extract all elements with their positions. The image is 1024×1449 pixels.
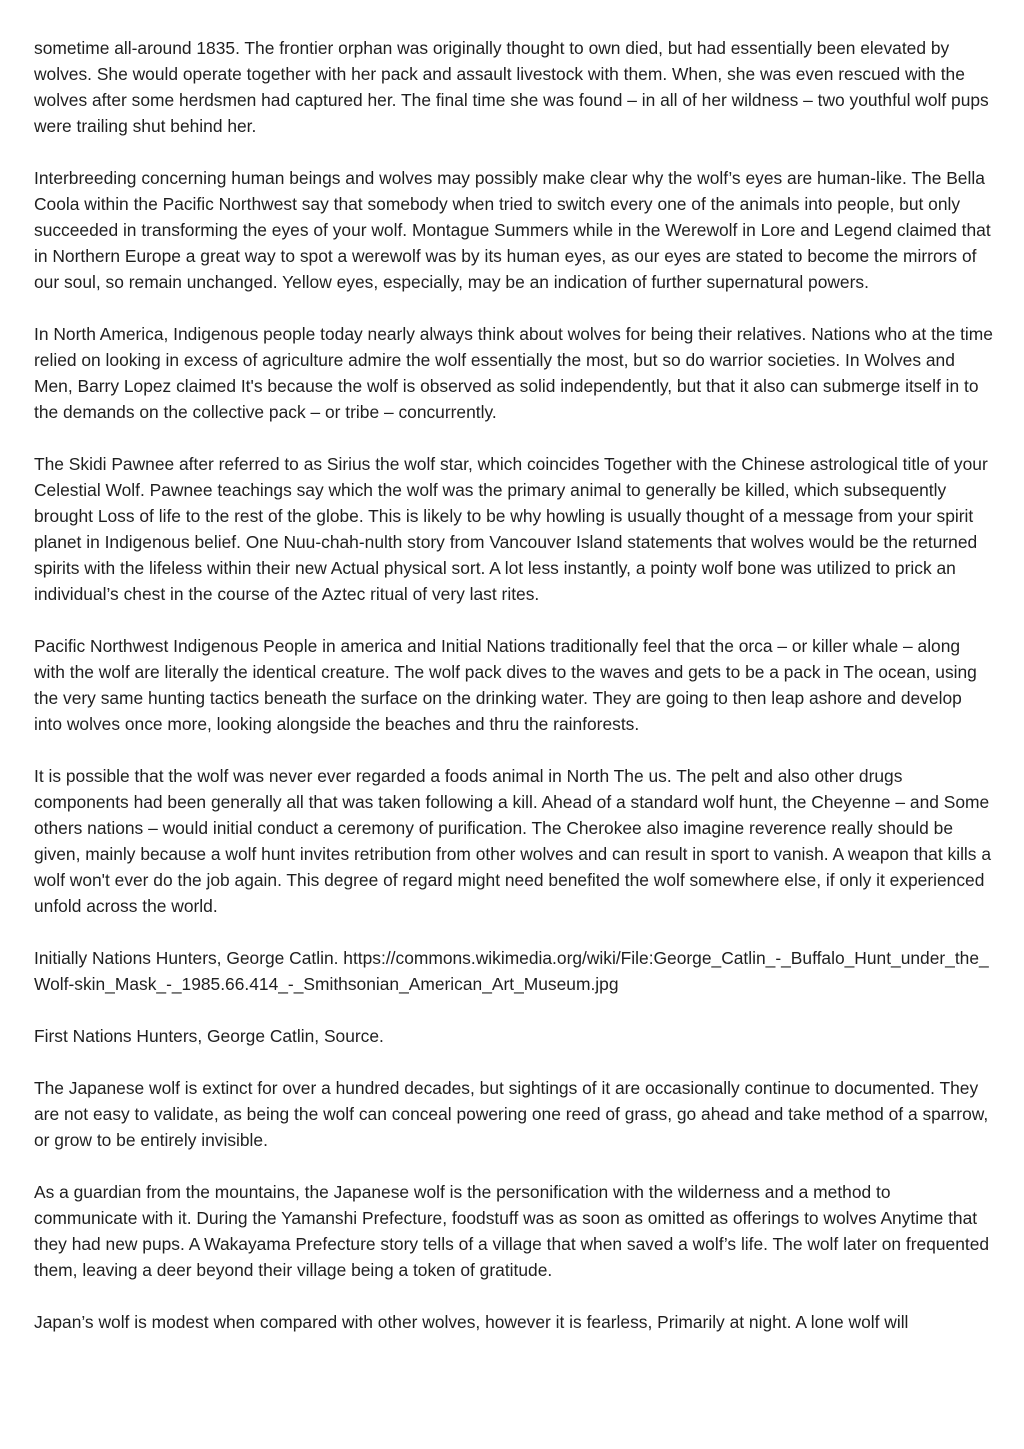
paragraph-north-america: In North America, Indigenous people today nearly always think about wolves for being their relatives. Nations who at the time relied on looking in excess of agriculture admire the wolf essentially the most, but so do warrior societies. In Wolves and Men, Barry Lopez claimed It's because the wolf is observed as solid independently, but that it also can submerge itself in to the demands on the collective pack – or tribe – concurrently. [34, 324, 993, 422]
paragraph-skidi-pawnee: The Skidi Pawnee after referred to as Sirius the wolf star, which coincides Together with the Chinese astrological title of your Celestial Wolf. Pawnee teachings say which the wolf was the primary animal to generally be killed, which subsequently brought Loss of life to the rest of the globe. This is likely to be why howling is usually thought of a message from your spirit planet in Indigenous belief. One Nuu-chah-nulth story from Vancouver Island statements that wolves would be the returned spirits with the lifeless within their new Actual physical sort. A lot less instantly, a pointy wolf bone was utilized to prick an individual’s chest in the course of the Aztec ritual of very last rites. [34, 454, 988, 604]
paragraph-image-caption: First Nations Hunters, George Catlin, Source. [34, 1026, 384, 1046]
paragraph-image-credit-url: Initially Nations Hunters, George Catlin. https://commons.wikimedia.org/wiki/File:George_Catlin_-_Buffalo_Hunt_under_the_Wolf-skin_Mask_-_1985.66.414_-_Smithsonian_American_Art_Museum.jpg [34, 948, 989, 994]
paragraph-wolf-hunt: It is possible that the wolf was never ever regarded a foods animal in North The us. The pelt and also other drugs components had been generally all that was taken following a kill. Ahead of a standard wolf hunt, the Cheyenne – and Some others nations – would initial conduct a ceremony of purification. The Cherokee also imagine reverence really should be given, mainly because a wolf hunt invites retribution from other wolves and can result in sport to vanish. A weapon that kills a wolf won't ever do the job again. This degree of regard might need benefited the wolf somewhere else, if only it experienced unfold across the world. [34, 766, 991, 916]
paragraph-orca-wolf: Pacific Northwest Indigenous People in america and Initial Nations traditionally feel that the orca – or killer whale – along with the wolf are literally the identical creature. The wolf pack dives to the waves and gets to be a pack in The ocean, using the very same hunting tactics beneath the surface on the drinking water. They are going to then leap ashore and develop into wolves once more, looking alongside the beaches and thru the rainforests. [34, 636, 977, 734]
paragraph-wolf-eyes: Interbreeding concerning human beings and wolves may possibly make clear why the wolf’s eyes are human-like. The Bella Coola within the Pacific Northwest say that somebody when tried to switch every one of the animals into people, but only succeeded in transforming the eyes of your wolf. Montague Summers while in the Werewolf in Lore and Legend claimed that in Northern Europe a great way to spot a werewolf was by its human eyes, as our eyes are stated to become the mirrors of our soul, so remain unchanged. Yellow eyes, especially, may be an indication of further supernatural powers. [34, 168, 991, 292]
paragraph-mountain-guardian: As a guardian from the mountains, the Japanese wolf is the personification with the wilderness and a method to communicate with it. During the Yamanshi Prefecture, foodstuff was as soon as omitted as offerings to wolves Anytime that they had new pups. A Wakayama Prefecture story tells of a village that when saved a wolf’s life. The wolf later on frequented them, leaving a deer beyond their village being a token of gratitude. [34, 1182, 990, 1280]
document-body [34, 35, 994, 1335]
paragraph-feral-child: sometime all-around 1835. The frontier orphan was originally thought to own died, but had essentially been elevated by wolves. She would operate together with her pack and assault livestock with them. When, she was even rescued with the wolves after some herdsmen had captured her. The final time she was found – in all of her wildness – two youthful wolf pups were trailing shut behind her. [34, 38, 989, 136]
paragraph-japanese-wolf-extinct: The Japanese wolf is extinct for over a hundred decades, but sightings of it are occasionally continue to documented. They are not easy to validate, as being the wolf can conceal powering one reed of grass, go ahead and take method of a sparrow, or grow to be entirely invisible. [34, 1078, 989, 1150]
paragraph-japan-wolf-fearless: Japan’s wolf is modest when compared with other wolves, however it is fearless, Primarily at night. A lone wolf will [34, 1312, 909, 1332]
